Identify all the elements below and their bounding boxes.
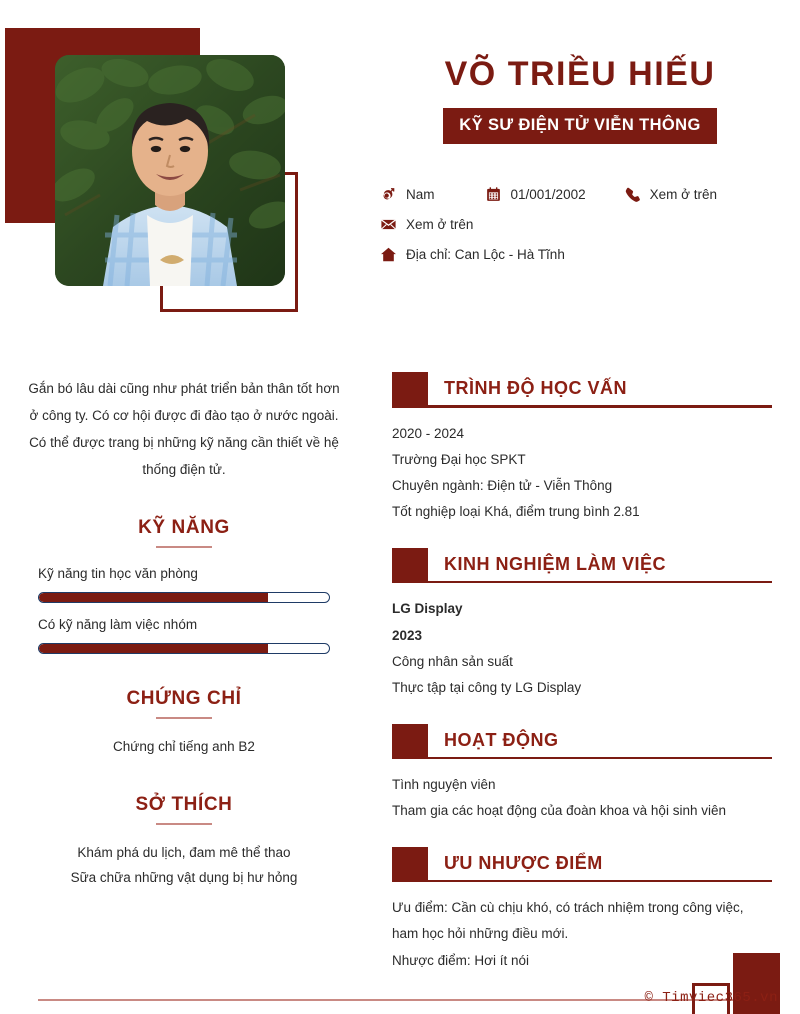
section-line: Tham gia các hoạt động của đoàn khoa và hội sinh viên (392, 803, 726, 819)
section-body (392, 895, 772, 974)
section-marker (392, 372, 428, 405)
list-item: Khám phá du lịch, đam mê thể thao (77, 844, 291, 860)
section-line: Công nhân sản suất (392, 653, 513, 669)
contact-gender (380, 186, 435, 203)
contact-address (380, 246, 565, 263)
interests-heading: SỞ THÍCH (135, 793, 233, 815)
avatar (55, 55, 285, 286)
section-line: Tình nguyện viên (392, 777, 496, 792)
phone-icon (624, 186, 641, 203)
objective-text: Gắn bó lâu dài cũng như phát triển bản thân tốt hơn ở công ty. Có cơ hội được đi đào tạo ở nước ngoài. Có thể được trang bị những kỹ năng cần thiết về hệ thống điện tử. (28, 381, 340, 477)
section-line: Chuyên ngành: Điện tử - Viễn Thông (392, 478, 613, 494)
section-rule (392, 757, 772, 760)
contact-phone (624, 186, 717, 203)
section-body (392, 772, 772, 825)
section-experience (392, 548, 772, 702)
skill-progress-fill (39, 593, 268, 602)
section-rule (392, 880, 772, 883)
section-body (392, 596, 772, 701)
calendar-icon (485, 186, 502, 203)
contact-block (380, 186, 780, 276)
skills-list (0, 566, 368, 654)
section-activities (392, 724, 772, 825)
section-header (392, 372, 772, 405)
name-block (380, 55, 780, 144)
contact-birthday-value: 01/001/2002 (510, 187, 586, 202)
section-line: Ưu điểm: Cần cù chịu khó, có trách nhiệm trong công việc, ham học hỏi những điều mới. (392, 900, 744, 942)
heading-rule (156, 823, 212, 825)
section-line: Trường Đại học SPKT (392, 451, 526, 467)
page-title: VÕ TRIỀU HIẾU (444, 55, 716, 93)
contact-email-value: Xem ở trên (406, 217, 474, 232)
certificates-heading: CHỨNG CHỈ (126, 688, 242, 709)
job-title-wrap (380, 108, 780, 144)
section-rule (392, 581, 772, 584)
section-header (392, 724, 772, 757)
list-item: Chứng chỉ tiếng anh B2 (113, 739, 255, 754)
section-title: KINH NGHIỆM LÀM VIỆC (444, 553, 667, 574)
section-title: HOẠT ĐỘNG (444, 729, 559, 750)
skill-item (38, 617, 330, 654)
section-marker (392, 548, 428, 581)
section-title: TRÌNH ĐỘ HỌC VẤN (444, 378, 627, 398)
watermark: © Timviec365.vn (644, 990, 778, 1006)
email-icon (380, 216, 397, 233)
section-rule (392, 405, 772, 408)
contact-address-value: Địa chỉ: Can Lộc - Hà Tĩnh (406, 247, 565, 262)
section-header (392, 847, 772, 880)
section-line: 2023 (392, 627, 423, 643)
section-title: ƯU NHƯỢC ĐIỂM (444, 852, 603, 873)
contact-gender-value: Nam (406, 187, 435, 202)
skill-progress-fill (39, 644, 268, 653)
section-strengths-weaknesses (392, 847, 772, 974)
skills-heading: KỸ NĂNG (138, 517, 230, 538)
section-header (392, 548, 772, 581)
contact-row (380, 216, 780, 233)
left-column (0, 375, 368, 891)
contact-birthday (485, 186, 586, 203)
contact-row (380, 246, 780, 263)
contact-email (380, 216, 473, 233)
skill-progress-track (38, 592, 330, 603)
section-marker (392, 724, 428, 757)
interests-list (0, 841, 368, 891)
heading-rule (156, 717, 212, 719)
contact-row (380, 186, 780, 203)
skill-label: Có kỹ năng làm việc nhóm (38, 617, 198, 632)
skill-progress-track (38, 643, 330, 654)
photo-zone (0, 0, 360, 345)
skill-label: Kỹ năng tin học văn phòng (38, 566, 198, 581)
section-line: 2020 - 2024 (392, 425, 465, 441)
section-line: Tốt nghiệp loại Khá, điểm trung bình 2.81 (392, 504, 640, 520)
home-icon (380, 246, 397, 263)
section-line: Nhược điểm: Hơi ít nói (392, 952, 530, 968)
portrait-photo (55, 55, 285, 286)
list-item: Sữa chữa những vật dụng bị hư hỏng (70, 869, 298, 885)
gender-icon (380, 186, 397, 203)
section-marker (392, 847, 428, 880)
section-line: Thực tập tại công ty LG Display (392, 680, 582, 696)
right-column (392, 372, 772, 996)
section-education (392, 372, 772, 526)
section-body (392, 421, 772, 526)
certificates-list (0, 735, 368, 760)
section-line: LG Display (392, 601, 463, 617)
contact-phone-value: Xem ở trên (649, 187, 717, 202)
heading-rule (156, 546, 212, 548)
job-title-badge: KỸ SƯ ĐIỆN TỬ VIỄN THÔNG (443, 108, 716, 144)
skill-item (38, 566, 330, 603)
